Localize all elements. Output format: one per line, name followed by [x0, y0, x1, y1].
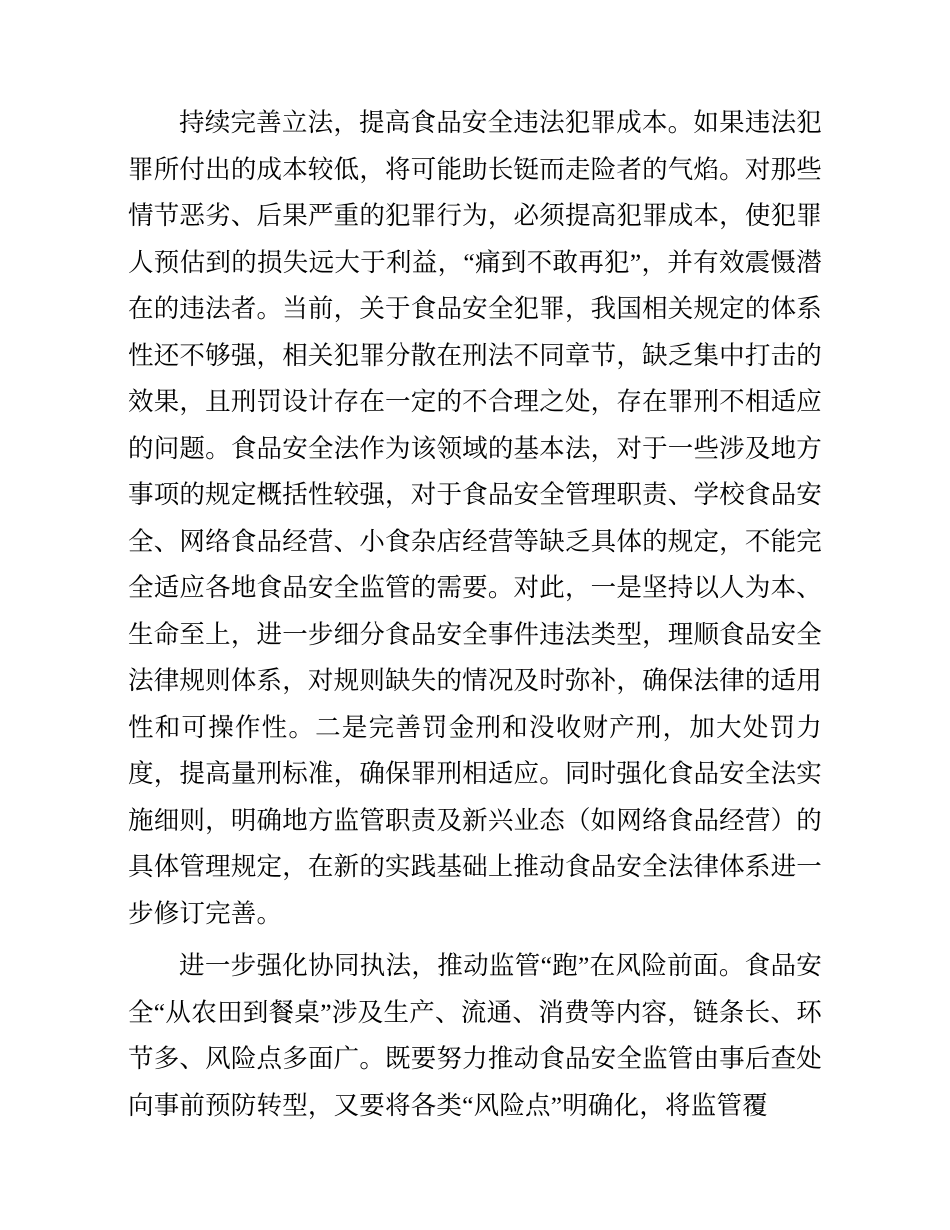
paragraph-2: 进一步强化协同执法，推动监管“跑”在风险前面。食品安全“从农田到餐桌”涉及生产、流通、消费等内容，链条长、环节多、风险点多面广。既要努力推动食品安全监管由事后查处向事前预防转型，又要将各类“风险点”明确化，将监管覆 [128, 951, 822, 1120]
paragraph-1: 持续完善立法，提高食品安全违法犯罪成本。如果违法犯罪所付出的成本较低，将可能助长铤而走险者的气焰。对那些情节恶劣、后果严重的犯罪行为，必须提高犯罪成本，使犯罪人预估到的损失远大于利益，“痛到不敢再犯”，并有效震慑潜在的违法者。当前，关于食品安全犯罪，我国相关规定的体系性还不够强，相关犯罪分散在刑法不同章节，缺乏集中打击的效果，且刑罚设计存在一定的不合理之处，存在罪刑不相适应的问题。食品安全法作为该领域的基本法，对于一些涉及地方事项的规定概括性较强，对于食品安全管理职责、学校食品安全、网络食品经营、小食杂店经营等缺乏具体的规定，不能完全适应各地食品安全监管的需要。对此，一是坚持以人为本、生命至上，进一步细分食品安全事件违法类型，理顺食品安全法律规则体系，对规则缺失的情况及时弥补，确保法律的适用性和可操作性。二是完善罚金刑和没收财产刑，加大处罚力度，提高量刑标准，确保罪刑相适应。同时强化食品安全法实施细则，明确地方监管职责及新兴业态（如网络食品经营）的具体管理规定，在新的实践基础上推动食品安全法律体系进一步修订完善。 [128, 108, 822, 928]
document-body [128, 100, 822, 1129]
